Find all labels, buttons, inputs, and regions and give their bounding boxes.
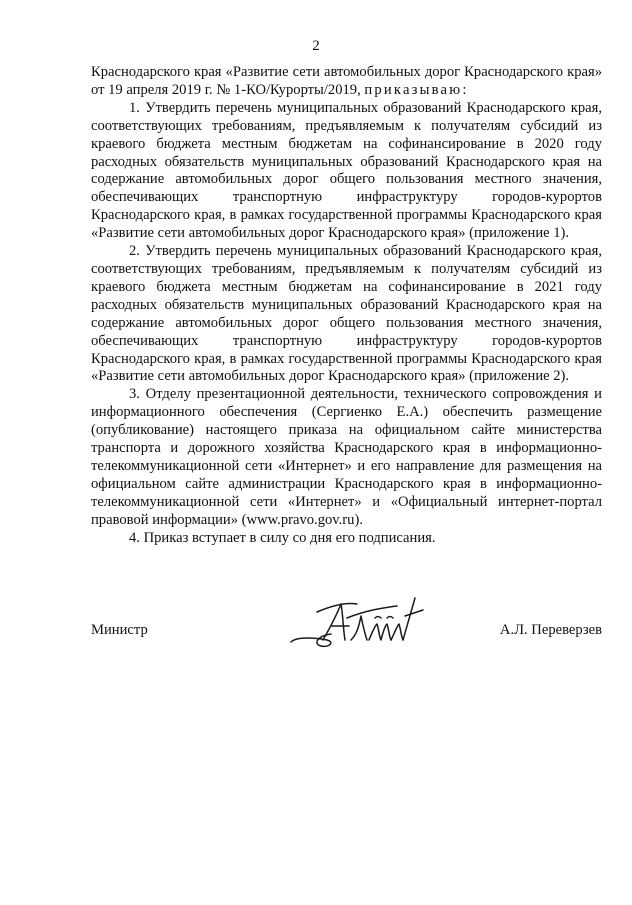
paragraph-4: 4. Приказ вступает в силу со дня его подписания. (129, 529, 436, 546)
signature-block (91, 596, 602, 666)
signatory-title: Министр (91, 622, 148, 638)
intro-paragraph (91, 64, 602, 100)
handwritten-signature (287, 596, 437, 652)
intro-text: Краснодарского края «Развитие сети автомобильных дорог Краснодарского края» от 19 апреля 2019 г. № 1-КО/Курорты/2019, (91, 64, 602, 98)
document-body (91, 64, 602, 547)
page-number: 2 (312, 38, 320, 54)
paragraph-3: 3. Отделу презентационной деятельности, технического сопровождения и информационного обеспечения (Сергиенко Е.А.) обеспечить размещение (опубликование) настоящего приказа на официальном сайте министерства транспорта и дорожного хозяйства Краснодарского края в информационно-телекоммуникационной сети «Интернет» и его направление для размещения на официальном сайте администрации Краснодарского края в информационно-телекоммуникационной сети «Интернет» и «Официальный интернет-портал правовой информации» (www.pravo.gov.ru). (91, 386, 602, 528)
paragraph-2: 2. Утвердить перечень муниципальных образований Краснодарского края, соответствующих требованиям, предъявляемым к получателям субсидий из краевого бюджета местным бюджетам на софинансирование в 2021 году расходных обязательств муниципальных образований Краснодарского края на содержание автомобильных дорог общего пользования местного значения, обеспечивающих транспортную инфраструктуру городов-курортов Краснодарского края, в рамках государственной программы Краснодарского края «Развитие сети автомобильных дорог Краснодарского края» (приложение 2). (91, 243, 602, 385)
paragraph-1: 1. Утвердить перечень муниципальных образований Краснодарского края, соответствующих требованиям, предъявляемым к получателям субсидий из краевого бюджета местным бюджетам на софинансирование в 2020 году расходных обязательств муниципальных образований Краснодарского края на содержание автомобильных дорог общего пользования местного значения, обеспечивающих транспортную инфраструктуру городов-курортов Краснодарского края, в рамках государственной программы Краснодарского края «Развитие сети автомобильных дорог Краснодарского края» (приложение 1). (91, 99, 602, 242)
order-word: приказываю: (364, 81, 469, 98)
signatory-name: А.Л. Переверзев (499, 622, 602, 638)
